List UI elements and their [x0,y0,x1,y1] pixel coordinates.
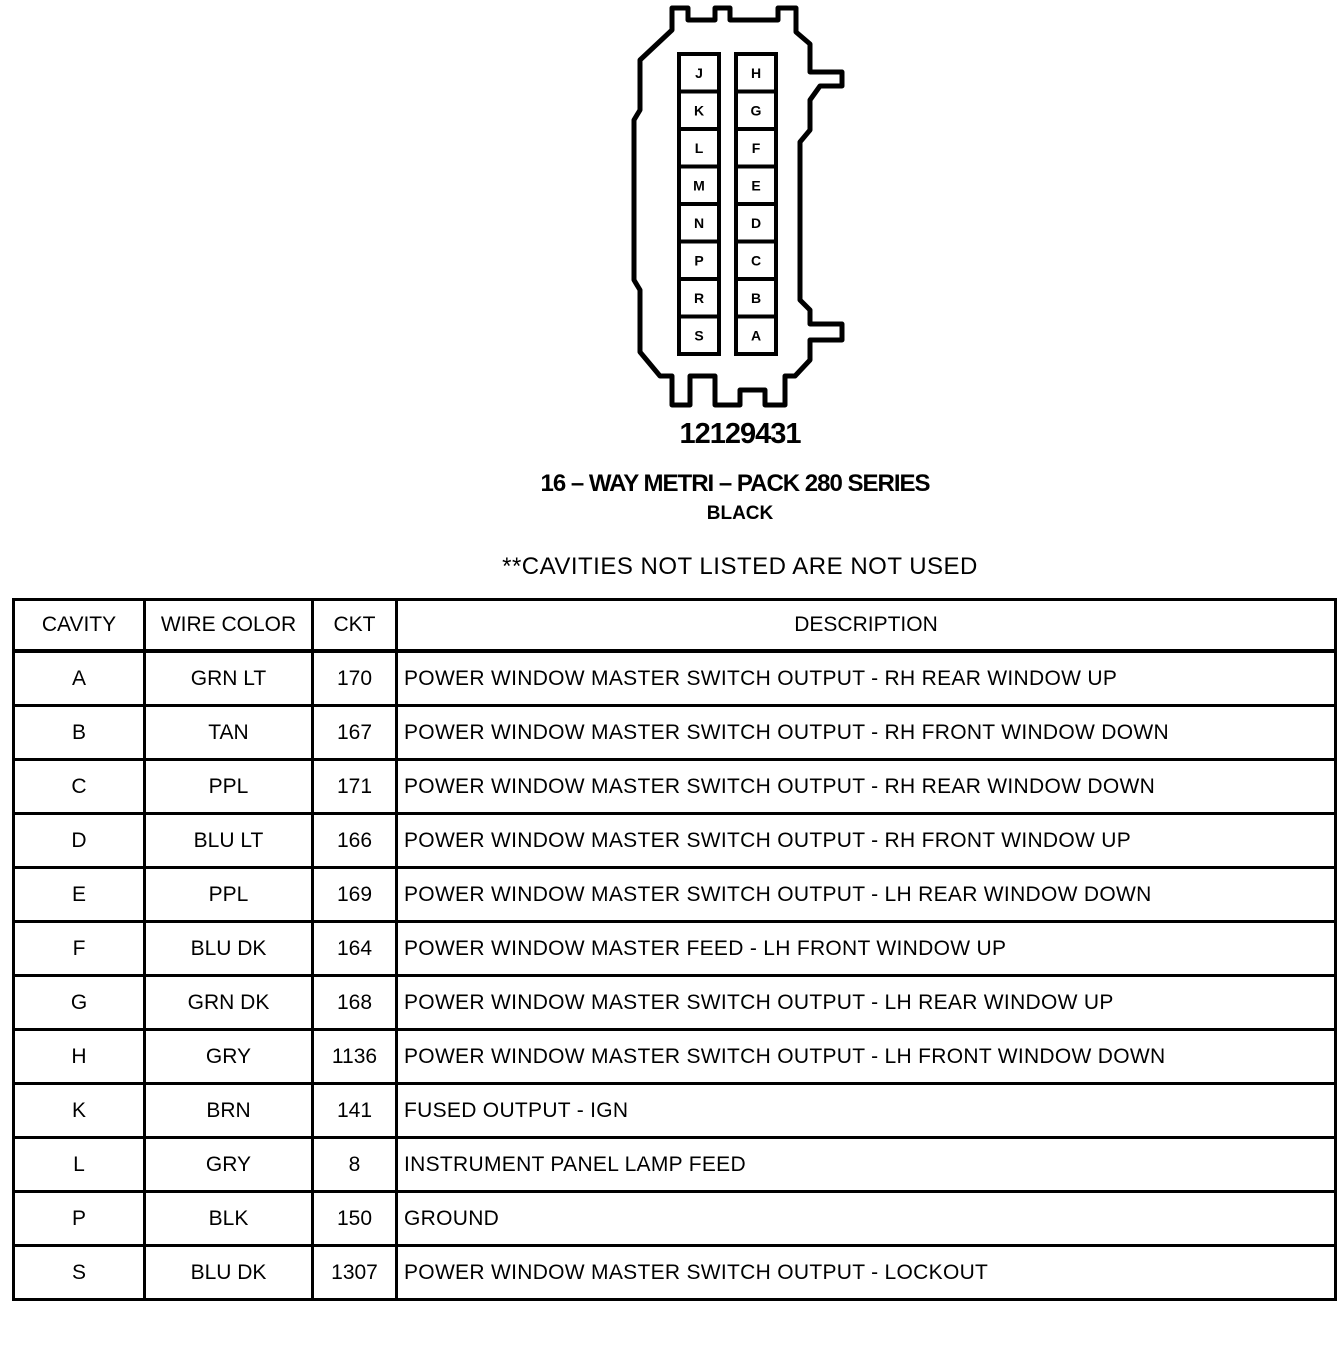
cell-ckt: 141 [313,1084,397,1138]
cell-description: POWER WINDOW MASTER FEED - LH FRONT WINDOW UP [397,922,1336,976]
cell-cavity: A [14,651,145,706]
cavity-label: C [750,252,762,269]
cavity-label: H [750,64,762,81]
table-row [14,868,1336,922]
cavity-label: A [750,327,762,344]
cell-cavity: G [14,976,145,1030]
pinout-table-body [14,651,1336,1300]
cell-wire-color: GRY [145,1138,313,1192]
connector-face-diagram [620,0,860,420]
cell-cavity: K [14,1084,145,1138]
connector-part-number: 12129431 [679,418,801,450]
table-row [14,814,1336,868]
cell-cavity: L [14,1138,145,1192]
cell-ckt: 150 [313,1192,397,1246]
pinout-table [12,598,1337,1301]
cell-ckt: 1307 [313,1246,397,1300]
cavity-label: D [750,214,762,231]
table-row [14,1192,1336,1246]
cell-cavity: H [14,1030,145,1084]
cavity-label: P [694,252,704,269]
table-row [14,922,1336,976]
table-row [14,760,1336,814]
left-cavity-5 [679,242,719,269]
left-cavity-1 [679,92,719,119]
cell-wire-color: BLK [145,1192,313,1246]
cell-ckt: 164 [313,922,397,976]
cell-cavity: P [14,1192,145,1246]
cavity-label: E [751,177,761,194]
cell-ckt: 8 [313,1138,397,1192]
cell-cavity: C [14,760,145,814]
cell-wire-color: GRN DK [145,976,313,1030]
cavity-label: F [751,139,761,156]
cell-description: POWER WINDOW MASTER SWITCH OUTPUT - LOCKOUT [397,1246,1336,1300]
table-row [14,1084,1336,1138]
header-cavity: CAVITY [14,600,145,652]
right-cavity-3 [736,167,776,194]
left-cavity-0 [695,65,703,81]
cell-wire-color: TAN [145,706,313,760]
connector-name: 16 – WAY METRI – PACK 280 SERIES [540,470,930,497]
cell-description: POWER WINDOW MASTER SWITCH OUTPUT - LH REAR WINDOW UP [397,976,1336,1030]
cell-description: POWER WINDOW MASTER SWITCH OUTPUT - RH FRONT WINDOW DOWN [397,706,1336,760]
header-description: DESCRIPTION [397,600,1336,652]
cell-cavity: S [14,1246,145,1300]
cell-wire-color: BLU DK [145,1246,313,1300]
right-cavity-2 [736,129,776,156]
cell-description: POWER WINDOW MASTER SWITCH OUTPUT - RH REAR WINDOW DOWN [397,760,1336,814]
cell-ckt: 168 [313,976,397,1030]
table-row [14,651,1336,706]
table-row [14,1246,1336,1300]
cavity-label: S [694,327,704,344]
left-cavity-6 [679,279,719,306]
left-cavity-4 [679,204,719,231]
table-row [14,1138,1336,1192]
cavity-label: J [695,64,703,81]
right-cavity-5 [736,242,776,269]
cell-description: POWER WINDOW MASTER SWITCH OUTPUT - RH FRONT WINDOW UP [397,814,1336,868]
cavity-label: L [694,139,704,156]
connector-color: BLACK [706,503,774,524]
cavity-label: K [693,102,705,119]
cell-wire-color: GRY [145,1030,313,1084]
cell-cavity: E [14,868,145,922]
cavity-label: N [693,214,705,231]
left-cavity-3 [679,167,719,194]
cavity-label: R [693,289,705,306]
cell-ckt: 167 [313,706,397,760]
cell-ckt: 1136 [313,1030,397,1084]
cell-description: POWER WINDOW MASTER SWITCH OUTPUT - LH FRONT WINDOW DOWN [397,1030,1336,1084]
right-cavity-4 [736,204,776,231]
cell-description: GROUND [397,1192,1336,1246]
right-cavity-7 [736,317,776,344]
cell-description: POWER WINDOW MASTER SWITCH OUTPUT - RH REAR WINDOW UP [397,651,1336,706]
cavity-label: M [693,177,705,194]
cell-wire-color: GRN LT [145,651,313,706]
cell-wire-color: PPL [145,868,313,922]
cavity-label: G [750,102,762,119]
cell-wire-color: BLU DK [145,922,313,976]
left-cavity-2 [679,129,719,156]
cell-ckt: 169 [313,868,397,922]
right-cavity-cells [736,65,776,344]
table-row [14,706,1336,760]
cell-cavity: D [14,814,145,868]
left-cavity-7 [679,317,719,344]
cell-description: POWER WINDOW MASTER SWITCH OUTPUT - LH REAR WINDOW DOWN [397,868,1336,922]
cell-ckt: 171 [313,760,397,814]
cell-description: INSTRUMENT PANEL LAMP FEED [397,1138,1336,1192]
unused-cavities-note: **CAVITIES NOT LISTED ARE NOT USED [502,553,978,580]
right-cavity-6 [736,279,776,306]
cell-cavity: F [14,922,145,976]
cell-wire-color: PPL [145,760,313,814]
table-row [14,1030,1336,1084]
right-cavity-1 [736,92,776,119]
cell-ckt: 166 [313,814,397,868]
table-row [14,976,1336,1030]
header-wire-color: WIRE COLOR [145,600,313,652]
cell-wire-color: BRN [145,1084,313,1138]
left-cavity-cells [679,65,719,344]
header-ckt: CKT [313,600,397,652]
cell-ckt: 170 [313,651,397,706]
cell-description: FUSED OUTPUT - IGN [397,1084,1336,1138]
table-header-row [14,600,1336,652]
cell-wire-color: BLU LT [145,814,313,868]
cavity-label: B [750,289,762,306]
right-cavity-0 [751,65,761,81]
cell-cavity: B [14,706,145,760]
